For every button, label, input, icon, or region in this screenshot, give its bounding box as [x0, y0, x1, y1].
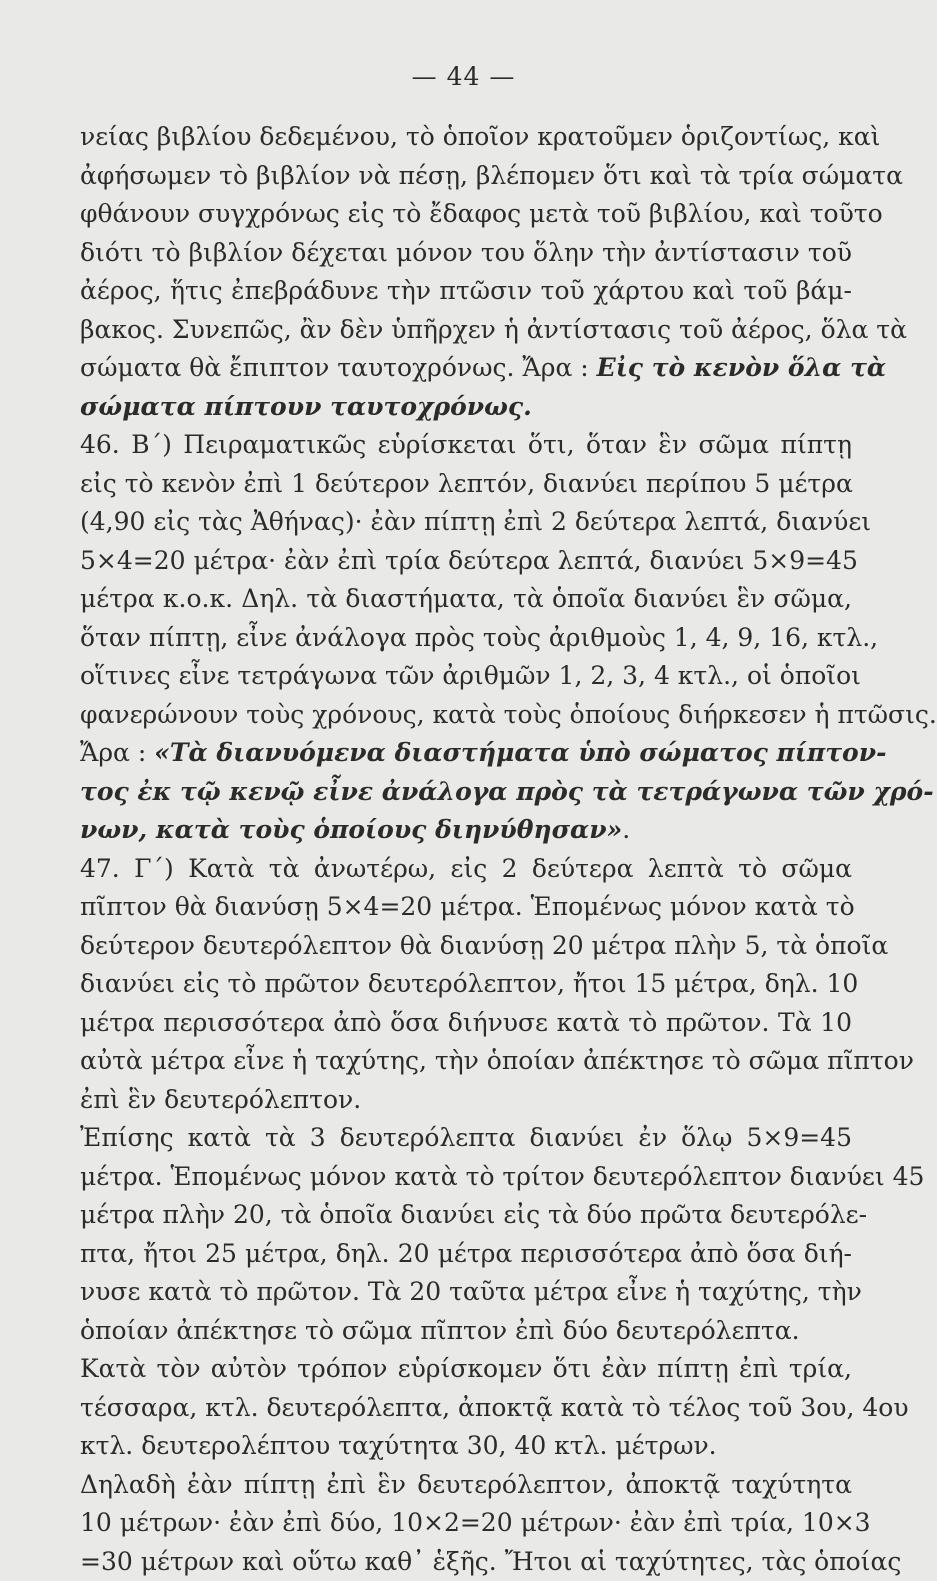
text-segment: αὐτὰ μέτρα εἶνε ἡ ταχύτης, τὴν ὁποίαν ἀπέκτησε τὸ σῶμα πῖπτον — [80, 1046, 914, 1075]
text-line — [80, 388, 852, 427]
text-line — [80, 1350, 852, 1389]
text-line — [80, 272, 852, 311]
text-line — [80, 927, 852, 966]
text-segment: οἵτινες εἶνε τετράγωνα τῶν ἀριθμῶν 1, 2, 3, 4 κτλ., οἱ ὁποῖοι — [80, 661, 861, 690]
text-segment: τέσσαρα, κτλ. δευτερόλεπτα, ἀποκτᾷ κατὰ τὸ τέλος τοῦ 3ου, 4ου — [80, 1393, 909, 1422]
text-line — [80, 850, 852, 889]
text-line — [80, 542, 852, 581]
text-segment: νυσε κατὰ τὸ πρῶτον. Τὰ 20 ταῦτα μέτρα εἶνε ἡ ταχύτης, τὴν — [80, 1277, 862, 1306]
text-line — [80, 1466, 852, 1505]
text-segment: νείας βιβλίου δεδεμένου, τὸ ὁποῖον κρατοῦμεν ὁριζοντίως, καὶ — [80, 122, 880, 151]
text-segment: 10 μέτρων· ἐὰν ἐπὶ δύο, 10×2=20 μέτρων· ἐὰν ἐπὶ τρία, 10×3 — [80, 1508, 871, 1537]
text-segment: πῖπτον θὰ διανύσῃ 5×4=20 μέτρα. Ἑπομένως μόνον κατὰ τὸ — [80, 892, 855, 921]
text-line — [80, 811, 852, 850]
text-line — [80, 1081, 852, 1120]
text-line — [80, 1389, 852, 1428]
text-segment: εἰς τὸ κενὸν ἐπὶ 1 δεύτερον λεπτόν, διανύει περίπου 5 μέτρα — [80, 469, 853, 498]
text-segment: Δηλαδὴ ἐὰν πίπτῃ ἐπὶ ἓν δευτερόλεπτον, ἀποκτᾷ ταχύτητα — [80, 1470, 852, 1499]
text-segment: σώματα θὰ ἔπιπτον ταυτοχρόνως. Ἄρα : — [80, 353, 597, 382]
text-segment: 5×4=20 μέτρα· ἐὰν ἐπὶ τρία δεύτερα λεπτά, διανύει 5×9=45 — [80, 546, 858, 575]
text-line — [80, 426, 852, 465]
text-line — [80, 195, 852, 234]
text-line — [80, 465, 852, 504]
text-segment: μέτρα. Ἑπομένως μόνον κατὰ τὸ τρίτον δευτερόλεπτον διανύει 45 — [80, 1162, 924, 1191]
text-segment: φανερώνουν τοὺς χρόνους, κατὰ τοὺς ὁποίους διήρκεσεν ἡ πτῶσις. — [80, 700, 937, 729]
text-line — [80, 118, 852, 157]
text-segment: μέτρα πλὴν 20, τὰ ὁποῖα διανύει εἰς τὰ δύο πρῶτα δευτερόλε- — [80, 1200, 867, 1229]
emphasized-text: Εἰς τὸ κενὸν ὅλα τὰ — [597, 353, 887, 382]
text-line — [80, 773, 852, 812]
text-line — [80, 696, 852, 735]
text-segment: ὁποίαν ἀπέκτησε τὸ σῶμα πῖπτον ἐπὶ δύο δευτερόλεπτα. — [80, 1316, 800, 1345]
text-segment: =30 μέτρων καὶ οὕτω καθ᾽ ἑξῆς. Ἤτοι αἱ ταχύτητες, τὰς ὁποίας — [80, 1547, 901, 1576]
emphasized-text: «Τὰ διανυόμενα διαστήματα ὑπὸ σώματος πίπτον- — [154, 738, 886, 767]
emphasized-text: νων, κατὰ τοὺς ὁποίους διηνύθησαν» — [80, 815, 622, 844]
text-line — [80, 311, 852, 350]
text-line — [80, 619, 852, 658]
text-segment: ὅταν πίπτῃ, εἶνε ἀνάλογα πρὸς τοὺς ἀριθμοὺς 1, 4, 9, 16, κτλ., — [80, 623, 878, 652]
body-text — [80, 118, 852, 1581]
text-line — [80, 1543, 852, 1581]
text-line — [80, 1273, 852, 1312]
text-segment: ἀέρος, ἥτις ἐπεβράδυνε τὴν πτῶσιν τοῦ χάρτου καὶ τοῦ βάμ- — [80, 276, 852, 305]
text-segment: φθάνουν συγχρόνως εἰς τὸ ἔδαφος μετὰ τοῦ βιβλίου, καὶ τοῦτο — [80, 199, 883, 228]
text-line — [80, 1312, 852, 1351]
text-line — [80, 1158, 852, 1197]
text-line — [80, 1196, 852, 1235]
text-segment: διότι τὸ βιβλίον δέχεται μόνον του ὅλην τὴν ἀντίστασιν τοῦ — [80, 238, 852, 267]
text-line — [80, 503, 852, 542]
emphasized-text: σώματα πίπτουν ταυτοχρόνως. — [80, 392, 532, 421]
text-line — [80, 965, 852, 1004]
text-segment: (4,90 εἰς τὰς Ἀθήνας)· ἐὰν πίπτῃ ἐπὶ 2 δεύτερα λεπτά, διανύει — [80, 507, 871, 536]
text-line — [80, 1042, 852, 1081]
text-line — [80, 1504, 852, 1543]
text-segment: Κατὰ τὸν αὐτὸν τρόπον εὑρίσκομεν ὅτι ἐὰν πίπτῃ ἐπὶ τρία, — [80, 1354, 852, 1383]
text-line — [80, 888, 852, 927]
text-segment: μέτρα περισσότερα ἀπὸ ὅσα διήνυσε κατὰ τὸ πρῶτον. Τὰ 10 — [80, 1008, 852, 1037]
text-segment: μέτρα κ.ο.κ. Δηλ. τὰ διαστήματα, τὰ ὁποῖα διανύει ἓν σῶμα, — [80, 584, 852, 613]
text-segment: βακος. Συνεπῶς, ἂν δὲν ὑπῆρχεν ἡ ἀντίστασις τοῦ ἀέρος, ὅλα τὰ — [80, 315, 907, 344]
text-line — [80, 157, 852, 196]
text-line — [80, 234, 852, 273]
text-line — [80, 1235, 852, 1274]
text-line — [80, 580, 852, 619]
text-segment: πτα, ἤτοι 25 μέτρα, δηλ. 20 μέτρα περισσότερα ἀπὸ ὅσα διή- — [80, 1239, 852, 1268]
text-line — [80, 349, 852, 388]
text-segment: δεύτερον δευτερόλεπτον θὰ διανύσῃ 20 μέτρα πλὴν 5, τὰ ὁποῖα — [80, 931, 888, 960]
text-segment: κτλ. δευτερολέπτου ταχύτητα 30, 40 κτλ. μέτρων. — [80, 1431, 717, 1460]
text-line — [80, 1427, 852, 1466]
text-segment: ἐπὶ ἓν δευτερόλεπτον. — [80, 1085, 361, 1114]
text-segment: διανύει εἰς τὸ πρῶτον δευτερόλεπτον, ἤτοι 15 μέτρα, δηλ. 10 — [80, 969, 858, 998]
text-segment: Ἄρα : — [80, 738, 154, 767]
emphasized-text: τος ἐκ τῷ κενῷ εἶνε ἀνάλογα πρὸς τὰ τετράγωνα τῶν χρό- — [80, 777, 934, 806]
text-line — [80, 1119, 852, 1158]
text-segment: 46. Β΄) Πειραματικῶς εὑρίσκεται ὅτι, ὅταν ἓν σῶμα πίπτῃ — [80, 430, 852, 459]
text-segment: ἀφήσωμεν τὸ βιβλίον νὰ πέσῃ, βλέπομεν ὅτι καὶ τὰ τρία σώματα — [80, 161, 903, 190]
text-segment: Ἐπίσης κατὰ τὰ 3 δευτερόλεπτα διανύει ἐν ὅλῳ 5×9=45 — [80, 1123, 852, 1152]
text-line — [80, 657, 852, 696]
text-segment: 47. Γ΄) Κατὰ τὰ ἀνωτέρω, εἰς 2 δεύτερα λεπτὰ τὸ σῶμα — [80, 854, 852, 883]
page-number: — 44 — — [0, 62, 927, 91]
text-line — [80, 1004, 852, 1043]
text-segment: . — [622, 815, 630, 844]
text-line — [80, 734, 852, 773]
